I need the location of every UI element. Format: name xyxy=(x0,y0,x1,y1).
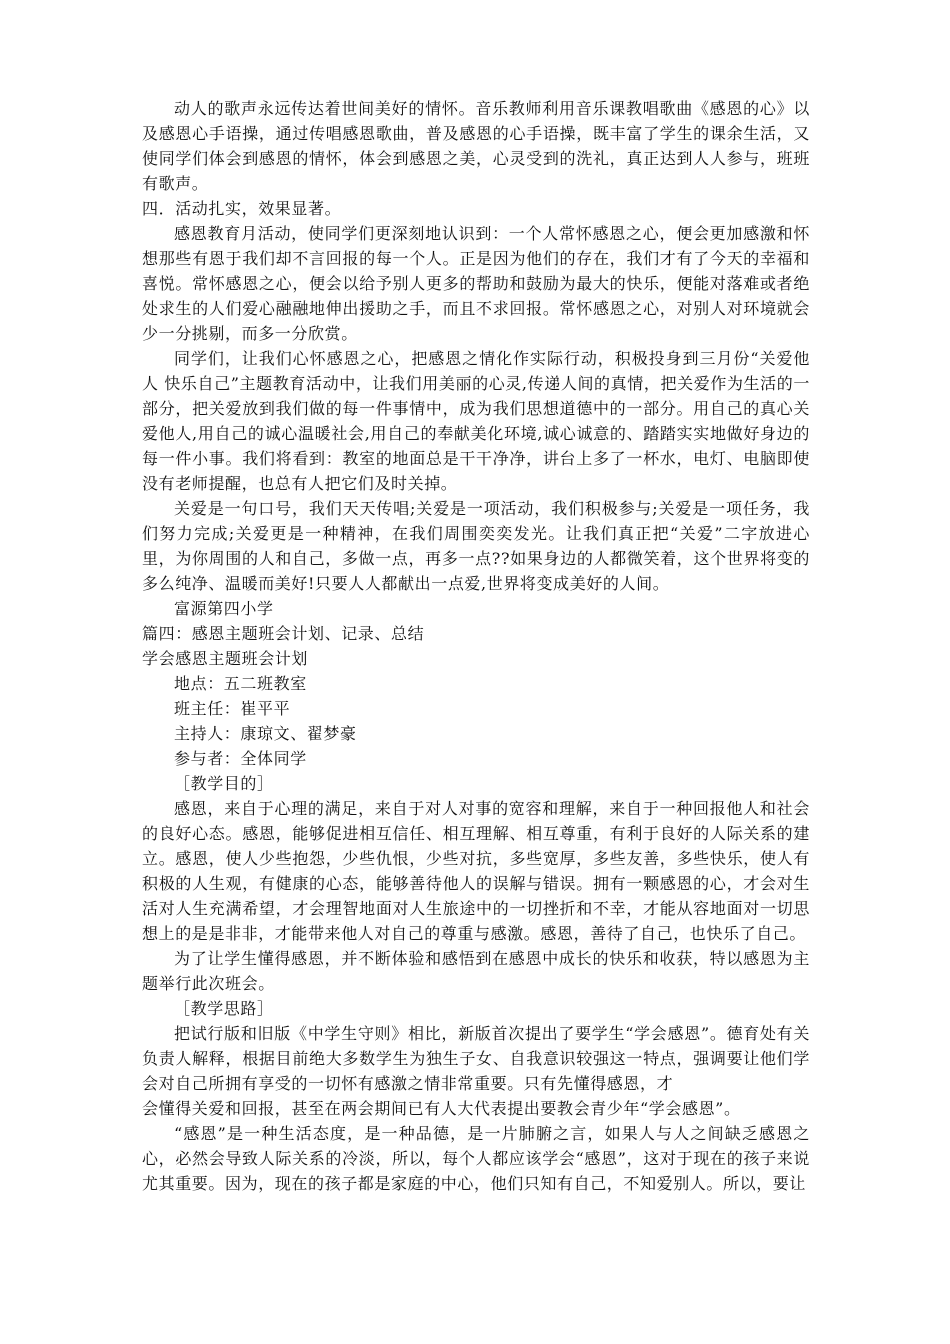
paragraph-approach-continued: 会懂得关爱和回报，甚至在两会期间已有人大代表提出要教会青少年“学会感恩”。 xyxy=(142,1099,741,1118)
document-body xyxy=(142,96,810,1196)
paragraph-purpose: 感恩，来自于心理的满足，来自于对人对事的宽容和理解，来自于一种回报他人和社会的良好心态。感恩，能够促进相互信任、相互理解、相互尊重，有利于良好的人际关系的建立。感恩，使人少些抱怨，少些仇恨，少些对抗，多些宽厚，多些友善，多些快乐，使人有积极的人生观，有健康的心态，能够善待他人的误解与错误。拥有一颗感恩的心，才会对生活对人生充满希望，才会理智地面对人生旅途中的一切挫折和不幸，才能从容地面对一切思想上的是是非非，才能带来他人对自己的尊重与感激。感恩，善待了自己，也快乐了自己。 xyxy=(142,799,810,943)
paragraph-gratitude-month: 感恩教育月活动，使同学们更深刻地认识到：一个人常怀感恩之心，便会更加感激和怀想那些有恩于我们却不言回报的每一个人。正是因为他们的存在，我们才有了今天的幸福和喜悦。常怀感恩之心，便会以给予别人更多的帮助和鼓励为最大的快乐，便能对落难或者绝处求生的人们爱心融融地伸出援助之手，而且不求回报。常怀感恩之心，对别人对环境就会少一分挑剔，而多一分欣赏。 xyxy=(142,224,810,343)
plan-participants: 参与者：全体同学 xyxy=(174,749,307,768)
paragraph-song: 动人的歌声永远传达着世间美好的情怀。音乐教师利用音乐课教唱歌曲《感恩的心》以及感恩心手语操，通过传唱感恩歌曲，普及感恩的心手语操，既丰富了学生的课余生活，又使同学们体会到感恩的情怀，体会到感恩之美，心灵受到的洗礼，真正达到人人参与，班班有歌声。 xyxy=(142,99,810,193)
teaching-approach-heading: ［教学思路］ xyxy=(174,999,274,1018)
school-signature: 富源第四小学 xyxy=(174,599,274,618)
paragraph-call-to-action: 同学们，让我们心怀感恩之心，把感恩之情化作实际行动，积极投身到三月份“关爱他人 快乐自己”主题教育活动中，让我们用美丽的心灵,传递人间的真情，把关爱作为生活的一部分，把关爱放到我们做的每一件事情中，成为我们思想道德中的一部分。用自己的真心关爱他人,用自己的诚心温暖社会,用自己的奉献美化环境,诚心诚意的、踏踏实实地做好身边的每一件小事。我们将看到：教室的地面总是干干净净，讲台上多了一杯水，电灯、电脑即使没有老师提醒，也总有人把它们及时关掉。 xyxy=(142,349,810,493)
paragraph-purpose-goal: 为了让学生懂得感恩，并不断体验和感悟到在感恩中成长的快乐和收获，特以感恩为主题举行此次班会。 xyxy=(142,949,810,993)
plan-location: 地点：五二班教室 xyxy=(174,674,307,693)
chapter-heading-four: 篇四：感恩主题班会计划、记录、总结 xyxy=(142,624,425,643)
teaching-purpose-heading: ［教学目的］ xyxy=(174,774,274,793)
paragraph-care-slogan: 关爱是一句口号，我们天天传唱;关爱是一项活动，我们积极参与;关爱是一项任务，我们努力完成;关爱更是一种精神，在我们周围奕奕发光。让我们真正把“关爱”二字放进心里，为你周围的人和自己，多做一点，再多一点??如果身边的人都微笑着，这个世界将变的多么纯净、温暖而美好!只要人人都献出一点爱,世界将变成美好的人间。 xyxy=(142,499,810,593)
paragraph-attitude: “感恩”是一种生活态度，是一种品德，是一片肺腑之言，如果人与人之间缺乏感恩之心，必然会导致人际关系的冷淡，所以，每个人都应该学会“感恩”，这对于现在的孩子来说尤其重要。因为，现在的孩子都是家庭的中心，他们只知有自己，不知爱别人。所以，要让 xyxy=(142,1124,810,1193)
section-heading-four: 四．活动扎实，效果显著。 xyxy=(142,199,342,218)
paragraph-approach: 把试行版和旧版《中学生守则》相比，新版首次提出了要学生“学会感恩”。德育处有关负责人解释，根据目前绝大多数学生为独生子女、自我意识较强这一特点，强调要让他们学会对自己所拥有享受的一切怀有感激之情非常重要。只有先懂得感恩，才 xyxy=(142,1024,810,1093)
plan-title: 学会感恩主题班会计划 xyxy=(142,649,309,668)
plan-hosts: 主持人：康琼文、翟梦豪 xyxy=(174,724,357,743)
plan-head-teacher: 班主任：崔平平 xyxy=(174,699,291,718)
